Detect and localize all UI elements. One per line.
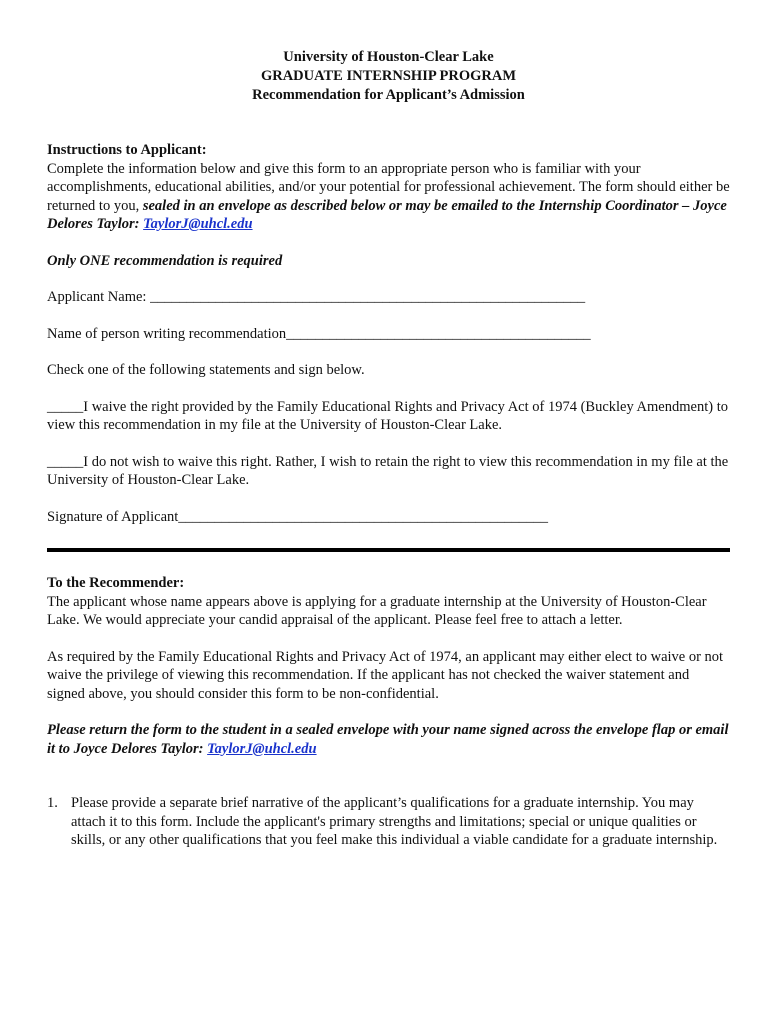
return-instructions [47, 721, 730, 758]
instructions-text [47, 160, 730, 234]
recommender-para-2: As required by the Family Educational Rights and Privacy Act of 1974, an applicant may either elect to waive or not waive the privilege of viewing this recommendation. If the applicant has not checked the waiver statement and signed above, you should consider this form to be non-confidential. [47, 648, 724, 702]
recommender-heading: To the Recommender: [47, 575, 185, 591]
applicant-signature-field: Signature of Applicant___________________________________________________ [47, 508, 549, 525]
section-divider [47, 548, 730, 552]
university-name: University of Houston-Clear Lake [283, 49, 494, 65]
check-instruction: Check one of the following statements and sign below. [47, 362, 365, 378]
document-header [47, 48, 730, 105]
return-email-link[interactable]: TaylorJ@uhcl.edu [207, 740, 317, 757]
program-name: GRADUATE INTERNSHIP PROGRAM [260, 68, 517, 84]
recommender-para-1: The applicant whose name appears above is applying for a graduate internship at the University of Houston-Clear Lake. We would appreciate your candid appraisal of the applicant. Please feel free to attach a letter. [47, 593, 707, 628]
document-page [47, 48, 730, 850]
recommender-name-field: Name of person writing recommendation__________________________________________ [47, 325, 591, 342]
return-text: Please return the form to the student in a sealed envelope with your name signed across the envelope flap or email it to Joyce Delores Taylor: [47, 722, 729, 757]
list-item-number: 1. [47, 795, 58, 811]
form-title: Recommendation for Applicant’s Admission [252, 87, 525, 103]
list-item-text: Please provide a separate brief narrative of the applicant’s qualifications for a graduate internship. You may attach it to this form. Include the applicant's primary strengths and limitations; special or unique qualities or skills, or any other qualifications that you feel make this individual a viable candidate for a graduate internship. [71, 795, 718, 848]
instructions-plain: Complete the information below and give this form to an appropriate person who is familiar with your accomplishments, educational abilities, and/or your potential for professional achievement. The form should either be returned to you, [47, 160, 730, 214]
instructions-bold-italic: sealed in an envelope as described below or may be emailed to the Internship Coordinator – Joyce Delores Taylor: [47, 197, 727, 232]
recommender-section [47, 574, 730, 758]
not-waive-statement: _____I do not wish to waive this right. Rather, I wish to retain the right to view this recommendation in my file at the University of Houston-Clear Lake. [47, 453, 729, 488]
applicant-name-field: Applicant Name: ____________________________________________________________ [47, 289, 586, 305]
instructions-heading: Instructions to Applicant: [47, 142, 207, 158]
instructions-section [47, 141, 730, 234]
list-item [47, 794, 730, 850]
coordinator-email-link[interactable]: TaylorJ@uhcl.edu [143, 216, 253, 232]
only-one-note: Only ONE recommendation is required [47, 252, 283, 269]
waive-statement: _____I waive the right provided by the Family Educational Rights and Privacy Act of 1974 (Buckley Amendment) to view this recommendation in my file at the University of Houston-Clear Lake. [47, 398, 728, 433]
